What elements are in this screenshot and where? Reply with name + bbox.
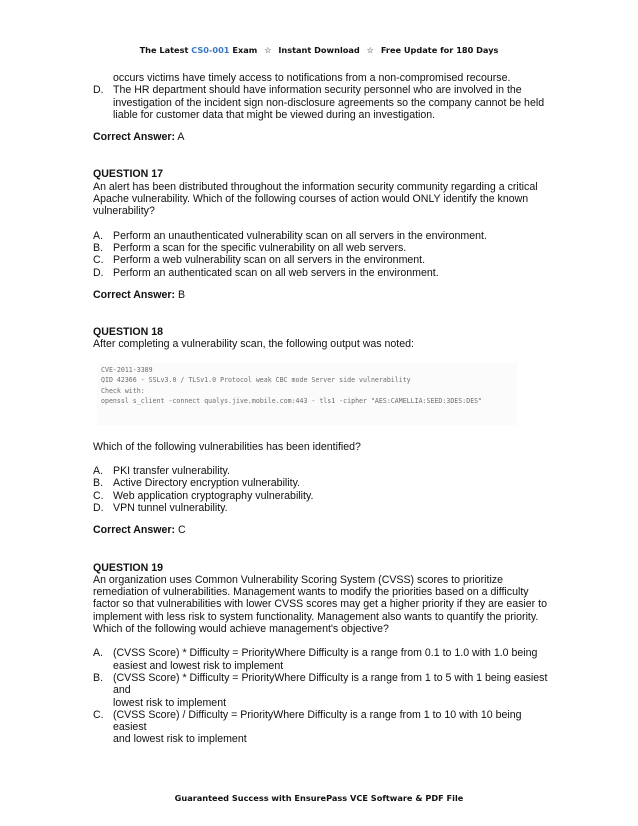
option-d — [93, 267, 553, 279]
option-text: (CVSS Score) * Difficulty = PriorityWhere Difficulty is a range from 0.1 to 1.0 with 1.0 being — [113, 647, 538, 660]
option-b — [93, 672, 553, 709]
option-text: (CVSS Score) / Difficulty = PriorityWhere Difficulty is a range from 1 to 10 with 10 being easiest — [113, 708, 522, 734]
option-letter: C. — [93, 254, 104, 267]
option-c — [93, 490, 553, 502]
question-text: Apache vulnerability. Which of the following courses of action would ONLY identify the known — [93, 193, 529, 206]
correct-answer — [93, 289, 553, 301]
code-line: openssl s_client -connect qualys.jive.mobile.com:443 - tls1 -cipher "AES:CAMELLIA:SEED:3DES:DES" — [101, 397, 483, 406]
question-text: After completing a vulnerability scan, the following output was noted: — [93, 338, 414, 351]
option-text: VPN tunnel vulnerability. — [113, 501, 228, 514]
page-header — [0, 45, 638, 55]
option-letter: C. — [93, 708, 104, 721]
option-text: Perform an authenticated scan on all web servers in the environment. — [113, 266, 439, 279]
document-body — [93, 72, 553, 746]
exam-code: CS0-001 — [191, 45, 230, 55]
question-text: remediation of vulnerabilities. Management wants to modify the priorities based on a difficulty — [93, 586, 529, 599]
option-a — [93, 465, 553, 477]
option-text: and lowest risk to implement — [113, 733, 247, 746]
option-text: PKI transfer vulnerability. — [113, 465, 230, 478]
option-b — [93, 477, 553, 489]
question-title: QUESTION 17 — [93, 168, 164, 181]
option-text: investigation of the incident sign non-disclosure agreements so the company cannot be held — [113, 96, 545, 109]
question-text: An organization uses Common Vulnerability Scoring System (CVSS) scores to prioritize — [93, 573, 503, 586]
question-title: QUESTION 18 — [93, 326, 164, 339]
correct-answer-value: C — [177, 524, 186, 537]
header-download: Instant Download — [278, 45, 360, 55]
option-c — [93, 254, 553, 266]
option-letter: C. — [93, 489, 104, 502]
question-text: factor so that vulnerabilities with lower CVSS scores may get a higher priority if they are easier to — [93, 598, 547, 611]
option-letter: A. — [93, 647, 104, 660]
option-letter: A. — [93, 229, 104, 242]
header-update: Free Update for 180 Days — [380, 45, 499, 55]
option-a — [93, 647, 553, 672]
option-text: lowest risk to implement — [113, 696, 227, 709]
header-prefix: The Latest — [139, 45, 189, 55]
option-text: easiest and lowest risk to implement — [113, 659, 284, 672]
correct-answer — [93, 524, 553, 536]
option-letter: B. — [93, 241, 104, 254]
question-text: vulnerability? — [93, 205, 155, 218]
option-text: liable for customer data that might be viewed during an investigation. — [113, 108, 436, 121]
option-a — [93, 230, 553, 242]
previous-option-d — [93, 84, 553, 121]
option-text: Perform an unauthenticated vulnerability scan on all servers in the environment. — [113, 229, 487, 242]
correct-answer-label: Correct Answer: — [93, 524, 176, 537]
correct-answer-label: Correct Answer: — [93, 288, 176, 301]
option-letter: D. — [93, 266, 104, 279]
option-letter: B. — [93, 477, 104, 490]
code-line: QID 42366 - SSLv3.0 / TLSv1.0 Protocol weak CBC mode Server side vulnerability — [101, 376, 411, 385]
star-icon: ☆ — [366, 45, 374, 55]
question-text: Which of the following vulnerabilities has been identified? — [93, 440, 361, 453]
previous-option-continuation: occurs victims have timely access to notifications from a non-compromised recourse. — [113, 72, 511, 84]
option-letter: D. — [93, 501, 104, 514]
question-text: implement with less risk to system functionality. Management also wants to quantify the priority. — [93, 610, 539, 623]
option-d — [93, 502, 553, 514]
code-line: Check with: — [101, 386, 145, 395]
correct-answer — [93, 131, 553, 143]
question-text: An alert has been distributed throughout the information security community regarding a critical — [93, 180, 538, 193]
correct-answer-label: Correct Answer: — [93, 131, 176, 144]
option-b — [93, 242, 553, 254]
correct-answer-value: A — [177, 131, 185, 144]
question-title: QUESTION 19 — [93, 561, 164, 574]
scan-output-image — [97, 363, 517, 425]
header-exam: Exam — [232, 45, 258, 55]
question-text: Which of the following would achieve management's objective? — [93, 623, 389, 636]
code-line: CVE-2011-3389 — [101, 365, 153, 374]
star-icon: ☆ — [264, 45, 272, 55]
option-letter: B. — [93, 671, 104, 684]
option-text: Perform a web vulnerability scan on all servers in the environment. — [113, 254, 426, 267]
option-text: Web application cryptography vulnerability. — [113, 489, 314, 502]
option-c — [93, 709, 553, 746]
option-text: The HR department should have information security personnel who are involved in the — [113, 84, 522, 97]
option-text: (CVSS Score) * Difficulty = PriorityWhere Difficulty is a range from 1 to 5 with 1 being easiest and — [113, 671, 548, 697]
option-text: Active Directory encryption vulnerability. — [113, 477, 301, 490]
option-text: Perform a scan for the specific vulnerability on all web servers. — [113, 241, 407, 254]
correct-answer-value: B — [177, 288, 186, 301]
option-letter: A. — [93, 465, 104, 478]
option-letter: D. — [93, 84, 104, 97]
page-footer: Guaranteed Success with EnsurePass VCE Software & PDF File — [174, 793, 464, 803]
